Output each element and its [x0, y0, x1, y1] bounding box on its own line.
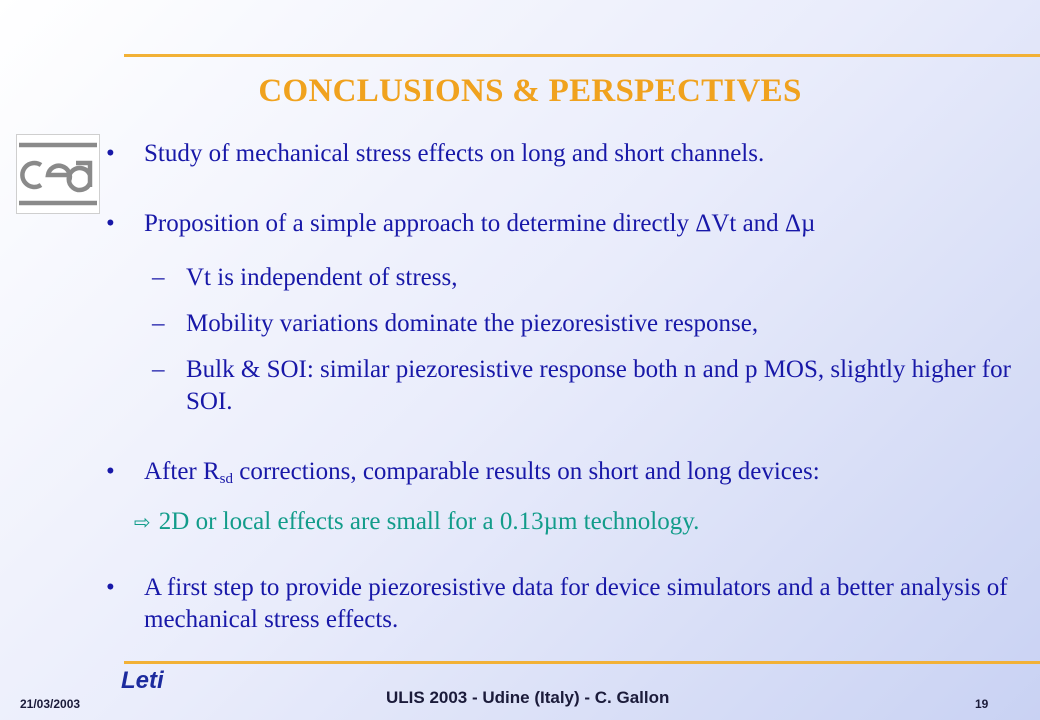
sub-bullet-3-text: Bulk & SOI: similar piezoresistive response both n and p MOS, slightly higher for SOI.: [186, 356, 1011, 415]
implies-arrow-icon: ⇨: [134, 510, 151, 534]
bullet-dot: •: [106, 458, 115, 485]
sub-bullet-2-text: Mobility variations dominate the piezoresistive response,: [186, 310, 759, 337]
top-divider: [124, 54, 1040, 57]
leti-logo-mark: [120, 666, 182, 694]
page-number: 19: [975, 697, 989, 711]
bullet-3-text-start: After R: [144, 458, 220, 485]
leti-logo-text: Leti: [121, 667, 164, 694]
slide-title: CONCLUSIONS & PERSPECTIVES: [258, 73, 802, 109]
bullet-dot: •: [106, 140, 115, 167]
bullet-dot: •: [106, 574, 115, 601]
bullet-3-text-end: corrections, comparable results on short and long devices:: [233, 458, 820, 485]
bullet-3-text: [144, 456, 1024, 495]
bullet-2-text: Proposition of a simple approach to determine directly ΔVt and Δµ: [144, 210, 816, 237]
sub-bullet-dash: –: [152, 356, 165, 383]
sub-bullet-dash: –: [152, 264, 165, 291]
leti-logo: [120, 666, 182, 694]
bullet-1-text: Study of mechanical stress effects on long and short channels.: [144, 140, 765, 167]
footer-presentation-info: ULIS 2003 - Udine (Italy) - C. Gallon: [386, 688, 670, 707]
sub-bullet-dash: –: [152, 310, 165, 337]
cea-logo: [16, 134, 100, 214]
sub-bullet-1-text: Vt is independent of stress,: [186, 264, 458, 291]
implication-line: [134, 506, 1014, 538]
rsd-subscript: sd: [219, 471, 234, 487]
bullet-4-text: A first step to provide piezoresistive data for device simulators and a better analysis of mechanical stress effects.: [144, 574, 1008, 633]
bullet-dot: •: [106, 210, 115, 237]
footer-date: 21/03/2003: [20, 697, 81, 711]
cea-logo-mark: [17, 135, 99, 213]
bottom-divider: [124, 661, 1040, 664]
implication-text: 2D or local effects are small for a 0.13µm technology.: [158, 508, 700, 535]
